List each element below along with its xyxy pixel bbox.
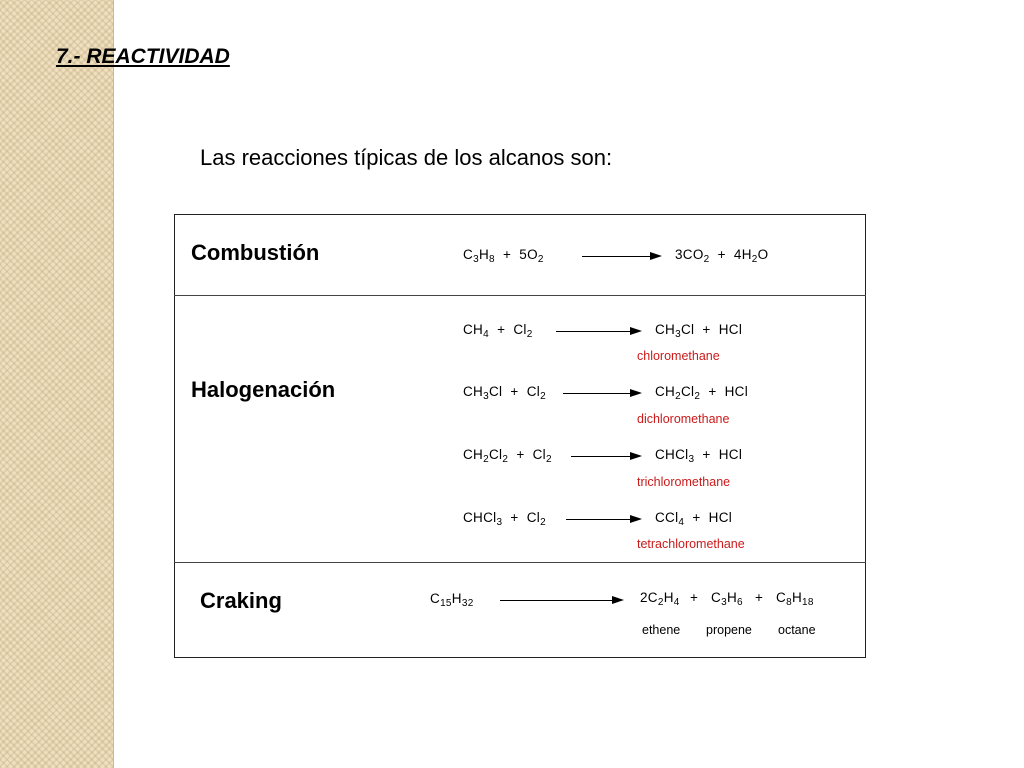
cracking-product-propene: $C_3H_6$ [711, 590, 743, 608]
halogenation-products: $CH_2Cl_2$ + HCl [655, 384, 749, 402]
reaction-arrow [500, 600, 624, 602]
row-divider [174, 295, 866, 296]
halogenation-products: $CH_3Cl$ + HCl [655, 322, 743, 340]
row-divider [174, 562, 866, 563]
plus-sign: + [690, 590, 699, 605]
combustion-products: $3CO_2 + 4H_2O$ [675, 247, 769, 265]
reaction-arrow [571, 456, 642, 458]
halogenation-products: CCl$_4$ + HCl [655, 510, 733, 528]
halogenation-reactants: $CH_4 + Cl_2$ [463, 322, 533, 340]
compound-name: trichloromethane [637, 475, 731, 489]
page-title: 7.- REACTIVIDAD [56, 45, 230, 68]
combustion-label: Combustión [191, 240, 320, 265]
reaction-arrow [566, 519, 642, 521]
halogenation-reactants: $CH_2Cl_2 + Cl_2$ [463, 447, 552, 465]
reaction-arrow [582, 256, 662, 258]
cracking-reactants: $C_{15}H_{32}$ [430, 591, 474, 609]
compound-name: tetrachloromethane [637, 537, 745, 551]
halogenation-products: CHCl$_3$ + HCl [655, 447, 743, 465]
compound-name: ethene [642, 623, 681, 637]
plus-sign: + [755, 590, 764, 605]
cracking-product-ethene: $2C_2H_4$ [640, 590, 680, 608]
compound-name: chloromethane [637, 349, 720, 363]
decorative-sidebar [0, 0, 114, 768]
reaction-arrow [563, 393, 642, 395]
reaction-arrow [556, 331, 642, 333]
compound-name: dichloromethane [637, 412, 730, 426]
combustion-reactants: $C_3H_8 + 5O_2$ [463, 247, 544, 265]
compound-name: octane [778, 623, 816, 637]
cracking-label: Craking [200, 588, 282, 613]
compound-name: propene [706, 623, 752, 637]
cracking-product-octane: $C_8H_{18}$ [776, 590, 814, 608]
halogenation-label: Halogenación [191, 377, 336, 402]
halogenation-reactants: $CH_3Cl + Cl_2$ [463, 384, 546, 402]
halogenation-reactants: CHCl$_3$ + $Cl_2$ [463, 510, 546, 528]
intro-text: Las reacciones típicas de los alcanos son: [200, 145, 613, 170]
